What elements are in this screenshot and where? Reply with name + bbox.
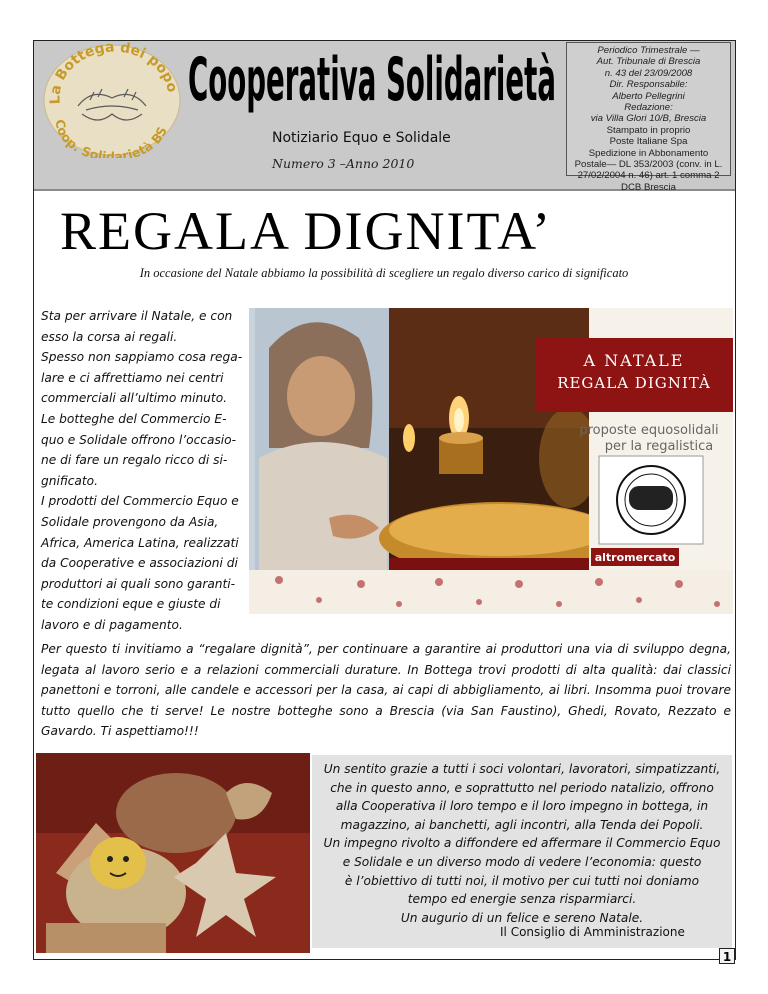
thanks-line: magazzino, ai banchetti, agli incontri, alla Tenda dei Popoli. [340,817,704,832]
article-line: esso la corsa ai regali. [41,329,178,344]
article-line: lavoro e di pagamento. [41,617,183,632]
info-line: Spedizione in Abbonamento [588,147,709,159]
logo-top-text: La Bottega dei popo [47,42,181,105]
article-line: ne di fare un regalo ricco di si- [41,453,228,468]
handicraft-photo [36,753,310,953]
article-line: Africa, America Latina, realizzati [41,535,239,550]
poster-caption-line1: proposte equosolidali [579,423,719,438]
info-line: Aut. Tribunale di Brescia [596,56,701,68]
article-line: commerciali all’ultimo minuto. [41,391,228,406]
info-line: via Villa Glori 10/B, Brescia [590,113,707,125]
info-line: Dir. Responsabile: [609,79,688,91]
thanks-line: è l’obiettivo di tutti noi, il motivo per cui tutti noi doniamo [344,873,700,888]
page-number: 1 [719,948,735,964]
masthead [185,30,560,120]
poster-banner-line2: REGALA DIGNITÀ [557,374,711,392]
poster-banner-line1: A NATALE [583,351,685,370]
thanks-line: che in questo anno, e soprattutto nel periodo natalizio, offrono [330,780,714,795]
info-line: Alberto Pellegrini [612,90,685,102]
info-line: DCB Brescia [621,181,676,193]
info-line: Periodico Trimestrale — [597,45,700,56]
thanks-line: tempo ed energie senza risparmiarci. [407,892,637,907]
bottega-logo [42,42,182,158]
thanks-line: Un impegno rivolto a diffondere ed affermare il Commercio Equo [323,836,721,851]
article-line: produttori ai quali sono garanti- [41,576,236,591]
article-line: gnificato. [41,473,98,488]
article-line: quo e Solidale offrono l’occasio- [41,432,237,447]
info-line: Postale— DL 353/2003 (conv. in L. [574,159,723,171]
thanks-line: Un sentito grazie a tutti i soci volontari, lavoratori, simpatizzanti, [323,762,721,776]
thanks-line: Un augurio di un felice e sereno Natale. [400,910,644,925]
info-line: Redazione: [624,102,673,114]
christmas-poster-image [249,308,733,614]
signature: Il Consiglio di Amministrazione [500,925,685,939]
newsletter-subtitle: Notiziario Equo e Solidale [272,130,451,146]
info-line: 27/02/2004 n. 46) art. 1 comma 2 [577,170,720,182]
publication-info-box [566,42,731,193]
info-line: n. 43 del 23/09/2008 [604,67,693,79]
article-tagline: In occasione del Natale abbiamo la possibilità di scegliere un regalo diverso carico di significato [139,266,629,280]
masthead-title: Cooperativa Solidarietà [188,45,556,115]
thanks-line: alla Cooperativa il loro tempo e il loro impegno in bottega, in [335,799,709,814]
article-line: Spesso non sappiamo cosa rega- [41,350,243,365]
issue-number: Numero 3 –Anno 2010 [272,156,415,171]
article-line: Sta per arrivare il Natale, e con [41,309,233,323]
article-headline: REGALA DIGNITA’ [60,201,553,261]
info-line: Stampato in proprio [606,124,691,136]
article-line: Solidale provengono da Asia, [41,514,219,529]
logo-bottom-text: Coop. Solidarietà BS [52,118,170,158]
info-line: Poste Italiane Spa [609,136,688,148]
article-line: Le botteghe del Commercio E- [41,411,227,426]
article-line: lare e ci affrettiamo nei centri [41,370,224,385]
article-line: te condizioni eque e giuste di [41,597,221,612]
thanks-message [312,760,732,927]
article-line: I prodotti del Commercio Equo e [41,494,239,509]
thanks-line: e Solidale e un diverso modo di vedere l’economia: questo [342,854,702,869]
article-paragraph: Per questo ti invitiamo a “regalare dignità”, per continuare a garantire ai produttori una via di sviluppo degna, legata al lavoro serio e a relazioni commerciali durature. In Bottega trovi prodotti di alta qualità: dai classici panettoni e torroni, alle candele e accessori per la casa, ai capi di abbigliamento, ai libri. Insomma puoi trovare tutto quello che ti serve! Le nostre botteghe sono a Brescia (via San Faustino), Ghedi, Rovato, Rezzato e Gavardo. Ti aspettiamo!!! [41,642,731,739]
article-left-column [41,306,247,636]
article-line: da Cooperative e associazioni di [41,556,238,571]
poster-brand: altromercato [594,551,676,564]
poster-caption-line2: per la regalistica [604,439,714,454]
